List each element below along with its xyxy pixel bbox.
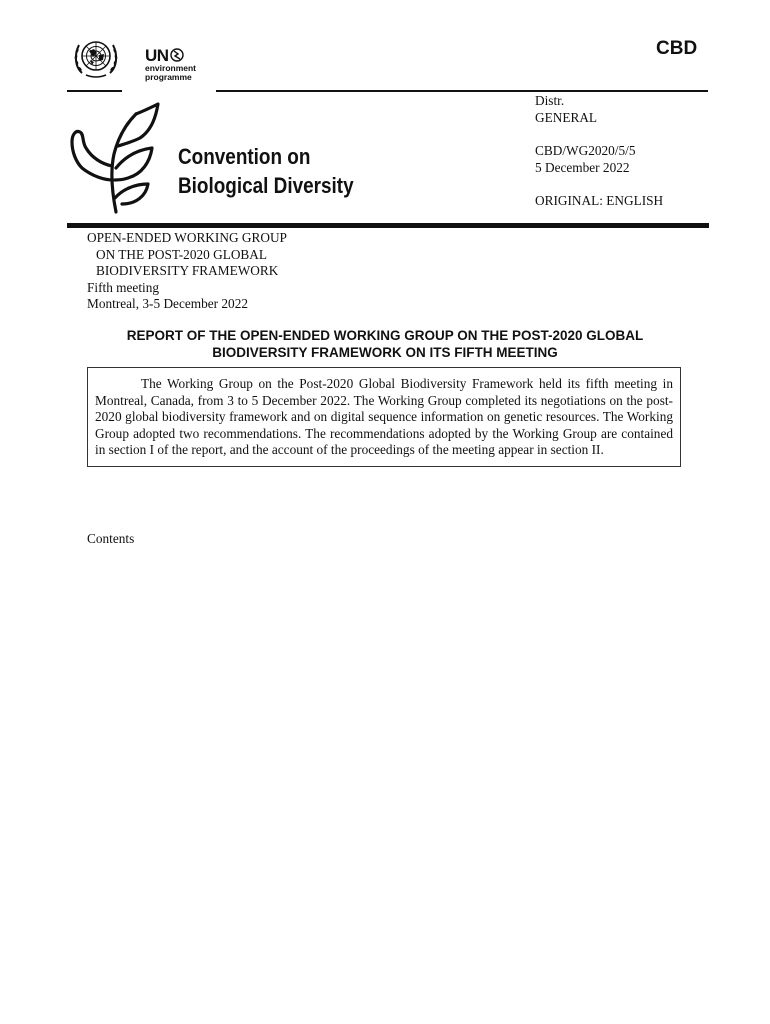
summary-box [87,367,681,467]
un-emblem-icon [72,35,120,79]
header-divider [67,223,709,228]
distribution-block [535,93,663,210]
unep-globe-icon [170,48,184,62]
unep-logo-line2: programme [145,71,192,82]
convention-title [178,142,354,200]
report-title [80,327,690,361]
summary-text: The Working Group on the Post-2020 Global Biodiversity Framework held its fifth meeting in Montreal, Canada, from 3 to 5 December 2022. The Working Group completed its negotiations on the post-2020 global biodiversity framework and on digital sequence information on genetic resources. The Working Group adopted two recommendations. The recommendations adopted by the Working Group are contained in section I of the report, and the account of the proceedings of the meeting appear in section II. [95,376,673,458]
meeting-venue: Montreal, 3-5 December 2022 [87,296,248,311]
original-language: ORIGINAL: ENGLISH [535,193,664,208]
document-series-label: CBD [656,38,698,59]
meeting-info [87,230,287,313]
header-rule-left [67,90,122,92]
unep-logo-un-text: UN [145,46,169,65]
convention-title-line1: Convention on [178,144,311,169]
report-title-line2: BIODIVERSITY FRAMEWORK ON ITS FIFTH MEETING [212,345,558,360]
meeting-session: Fifth meeting [87,279,160,295]
meeting-body-line1: OPEN-ENDED WORKING GROUP [87,230,287,245]
report-title-line1: REPORT OF THE OPEN-ENDED WORKING GROUP ON THE POST-2020 GLOBAL [126,328,644,343]
distr-label: Distr. [535,93,565,108]
document-date: 5 December 2022 [535,159,630,175]
convention-title-line2: Biological Diversity [178,173,354,198]
unep-logo [145,47,205,87]
document-symbol: CBD/WG2020/5/5 [535,143,636,158]
cbd-plant-logo-icon [70,102,162,214]
meeting-body-line3: BIODIVERSITY FRAMEWORK [96,263,279,278]
meeting-body-line2: ON THE POST-2020 GLOBAL [96,246,268,262]
contents-heading: Contents [87,531,135,546]
header-rule-right [216,90,708,92]
unep-logo-line1: environment [145,63,197,73]
distr-level: GENERAL [535,109,598,125]
